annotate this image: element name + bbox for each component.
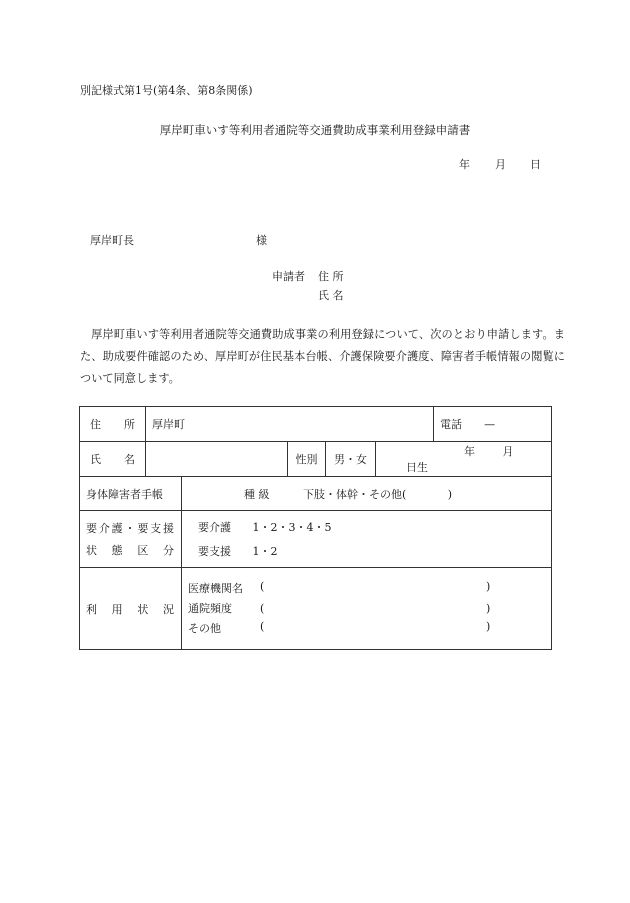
disability-field[interactable]: 種 級 下肢・体幹・その他( ) — [182, 477, 552, 511]
care-level-options[interactable] — [182, 511, 552, 568]
usage-fields[interactable] — [182, 568, 552, 650]
name-row — [80, 442, 552, 477]
usage-other[interactable]: その他 ( ) — [188, 619, 491, 635]
gender-options[interactable]: 男・女 — [326, 442, 376, 477]
care-2-levels: 1・2 — [252, 545, 278, 558]
date-month-label: 月 — [495, 158, 506, 171]
gender-label: 性別 — [288, 442, 326, 477]
care-1-levels: 1・2・3・4・5 — [252, 521, 332, 534]
application-form-table — [79, 406, 552, 650]
birthdate-field[interactable]: 年 月 日生 — [376, 442, 552, 477]
usage-label: 利 用 状 況 — [80, 568, 182, 650]
address-field[interactable]: 厚岸町 — [146, 407, 434, 442]
disability-label: 身体障害者手帳 — [80, 477, 182, 511]
date-day-label: 日 — [530, 158, 541, 171]
phone-field[interactable]: 電話 — — [434, 407, 552, 442]
name-label-cell: 氏 名 — [80, 442, 146, 477]
usage-visit-frequency[interactable]: 通院頻度 ( ) — [188, 601, 491, 615]
applicant-address-label: 住 所 — [318, 270, 344, 283]
consent-paragraph: 厚岸町車いす等利用者通院等交通費助成事業の利用登録について、次のとおり申請します。また、助成要件確認のため、厚岸町が住民基本台帳、介護保険要介護度、障害者手帳情報の閲覧について同意します。 — [80, 328, 565, 385]
care-2-label: 要支援 — [198, 545, 231, 558]
usage-medical-institution[interactable]: 医療機関名 ( ) — [188, 579, 491, 595]
applicant-name-label: 氏 名 — [318, 289, 344, 302]
addressee-name: 厚岸町長 — [90, 234, 134, 247]
date-year-label: 年 — [459, 158, 470, 171]
care-level-row — [80, 511, 552, 568]
form-reference: 別記様式第1号(第4条、第8条関係) — [80, 84, 253, 97]
name-field[interactable] — [146, 442, 288, 477]
addressee-honorific: 様 — [256, 234, 267, 247]
applicant-label: 申請者 — [272, 270, 305, 283]
usage-row — [80, 568, 552, 650]
disability-row — [80, 477, 552, 511]
document-title: 厚岸町車いす等利用者通院等交通費助成事業利用登録申請書 — [159, 123, 471, 137]
care-1-label: 要介護 — [198, 521, 231, 534]
care-level-label: 要 介 護 ・ 要 支 援 状 態 区 分 — [80, 511, 182, 568]
address-row — [80, 407, 552, 442]
address-label-cell: 住 所 — [80, 407, 146, 442]
